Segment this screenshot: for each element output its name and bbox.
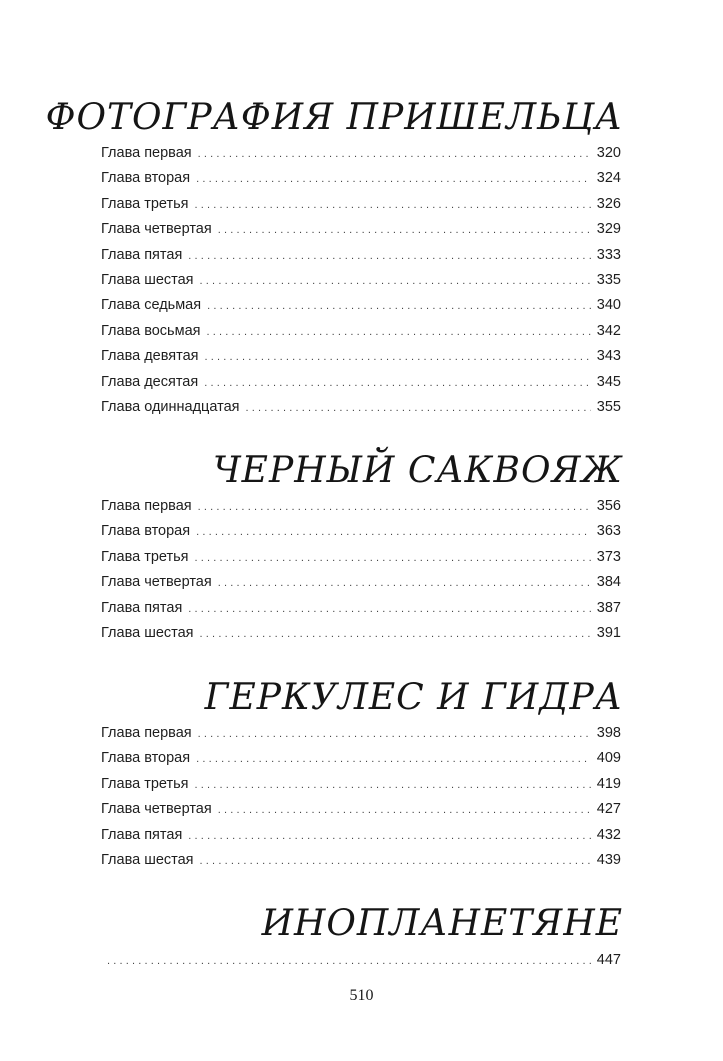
dot-leader — [207, 320, 592, 345]
dot-leader — [198, 142, 591, 167]
toc-row[interactable] — [101, 545, 621, 570]
chapter-page-number: 419 — [596, 775, 621, 792]
chapter-label: Глава четвертая — [101, 221, 212, 238]
toc-row[interactable] — [101, 319, 621, 344]
chapter-label: Глава седьмая — [101, 297, 202, 314]
chapter-label: Глава первая — [101, 725, 192, 741]
chapter-label: Глава первая — [101, 498, 192, 514]
toc-row[interactable] — [101, 772, 621, 797]
chapter-label: Глава пятая — [101, 826, 183, 843]
chapter-page-number: 373 — [596, 548, 621, 565]
chapter-label: Глава шестая — [101, 851, 194, 868]
chapter-page-number: 335 — [596, 271, 621, 288]
dot-leader — [205, 345, 591, 370]
chapter-page-number: 356 — [596, 498, 621, 514]
chapter-list-chernyj-sakvoyazh — [101, 494, 621, 646]
toc-row[interactable] — [101, 293, 621, 318]
chapter-page-number: 409 — [596, 750, 621, 767]
chapter-page-number: 384 — [596, 574, 621, 591]
chapter-page-number: 329 — [596, 221, 621, 238]
toc-row[interactable] — [101, 519, 621, 544]
chapter-page-number: 398 — [596, 725, 621, 741]
toc-row[interactable] — [101, 823, 621, 848]
toc-row[interactable] — [101, 166, 621, 191]
dot-leader — [188, 824, 591, 849]
chapter-label: Глава пятая — [101, 246, 183, 263]
dot-leader — [218, 571, 591, 596]
toc-row[interactable] — [101, 141, 621, 166]
dot-leader — [195, 546, 591, 571]
chapter-list-gerkules-i-gidra — [101, 721, 621, 873]
toc-row[interactable] — [101, 848, 621, 873]
chapter-label: Глава вторая — [101, 523, 191, 540]
chapter-label: Глава пятая — [101, 599, 183, 616]
toc-row[interactable] — [101, 370, 621, 395]
chapter-label: Глава третья — [101, 195, 189, 212]
chapter-label: Глава третья — [101, 548, 189, 565]
toc-row[interactable] — [101, 268, 621, 293]
chapter-label: Глава шестая — [101, 624, 194, 641]
dot-leader — [196, 520, 591, 545]
dot-leader — [200, 269, 591, 294]
chapter-page-number: 324 — [596, 170, 621, 187]
chapter-label: Глава четвертая — [101, 801, 212, 818]
toc-row[interactable] — [101, 217, 621, 242]
chapter-page-number: 340 — [596, 297, 621, 314]
section-title-gerkules-i-gidra: ГЕРКУЛЕС И ГИДРА — [204, 677, 623, 718]
dot-leader — [107, 949, 591, 974]
toc-row[interactable] — [101, 797, 621, 822]
chapter-label: Глава четвертая — [101, 574, 212, 591]
toc-row[interactable] — [101, 192, 621, 217]
dot-leader — [196, 747, 591, 772]
chapter-page-number: 427 — [596, 801, 621, 818]
chapter-page-number: 387 — [596, 599, 621, 616]
toc-row[interactable] — [101, 243, 621, 268]
dot-leader — [188, 597, 591, 622]
chapter-label: Глава первая — [101, 145, 192, 161]
chapter-label: Глава шестая — [101, 271, 194, 288]
chapter-page-number: 326 — [596, 195, 621, 212]
dot-leader — [200, 622, 591, 647]
chapter-page-number: 343 — [596, 348, 621, 365]
chapter-list-fotografiya-prishelca — [101, 141, 621, 420]
toc-row[interactable] — [101, 570, 621, 595]
page-number: 510 — [349, 987, 374, 1004]
chapter-page-number: 391 — [596, 624, 621, 641]
chapter-page-number: 342 — [596, 322, 621, 339]
chapter-page-number: 320 — [596, 145, 621, 161]
section-title-inoplanetyane: ИНОПЛАНЕТЯНЕ — [261, 903, 623, 944]
dot-leader — [218, 798, 591, 823]
toc-row[interactable] — [101, 344, 621, 369]
dot-leader — [195, 193, 591, 218]
toc-row[interactable] — [101, 746, 621, 771]
dot-leader — [207, 294, 591, 319]
dot-leader — [204, 371, 591, 396]
chapter-page-number: 439 — [596, 851, 621, 868]
section-title-fotografiya-prishelca: ФОТОГРАФИЯ ПРИШЕЛЬЦА — [45, 97, 623, 138]
dot-leader — [198, 495, 591, 520]
chapter-page-number: 355 — [596, 398, 621, 415]
toc-row[interactable] — [101, 721, 621, 746]
chapter-list-inoplanetyane — [101, 948, 621, 973]
chapter-page-number: 363 — [596, 523, 621, 540]
chapter-label: Глава вторая — [101, 170, 191, 187]
chapter-page-number: 432 — [596, 826, 621, 843]
dot-leader — [195, 773, 591, 798]
chapter-label: Глава одиннадцатая — [101, 398, 240, 415]
toc-row[interactable] — [101, 948, 621, 973]
chapter-page-number: 345 — [596, 373, 621, 390]
toc-row[interactable] — [101, 395, 621, 420]
chapter-label: Глава третья — [101, 775, 189, 792]
chapter-label: Глава вторая — [101, 750, 191, 767]
dot-leader — [200, 849, 591, 874]
chapter-page-number: 333 — [596, 246, 621, 263]
dot-leader — [196, 167, 591, 192]
dot-leader — [188, 244, 591, 269]
toc-row[interactable] — [101, 596, 621, 621]
dot-leader — [218, 218, 591, 243]
chapter-label: Глава десятая — [101, 373, 199, 390]
chapter-label: Глава девятая — [101, 348, 199, 365]
toc-row[interactable] — [101, 621, 621, 646]
dot-leader — [246, 396, 592, 421]
dot-leader — [198, 722, 591, 747]
chapter-label: Глава восьмая — [101, 322, 201, 339]
section-title-chernyj-sakvoyazh: ЧЕРНЫЙ САКВОЯЖ — [212, 450, 623, 491]
chapter-page-number: 447 — [596, 952, 621, 968]
toc-row[interactable] — [101, 494, 621, 519]
